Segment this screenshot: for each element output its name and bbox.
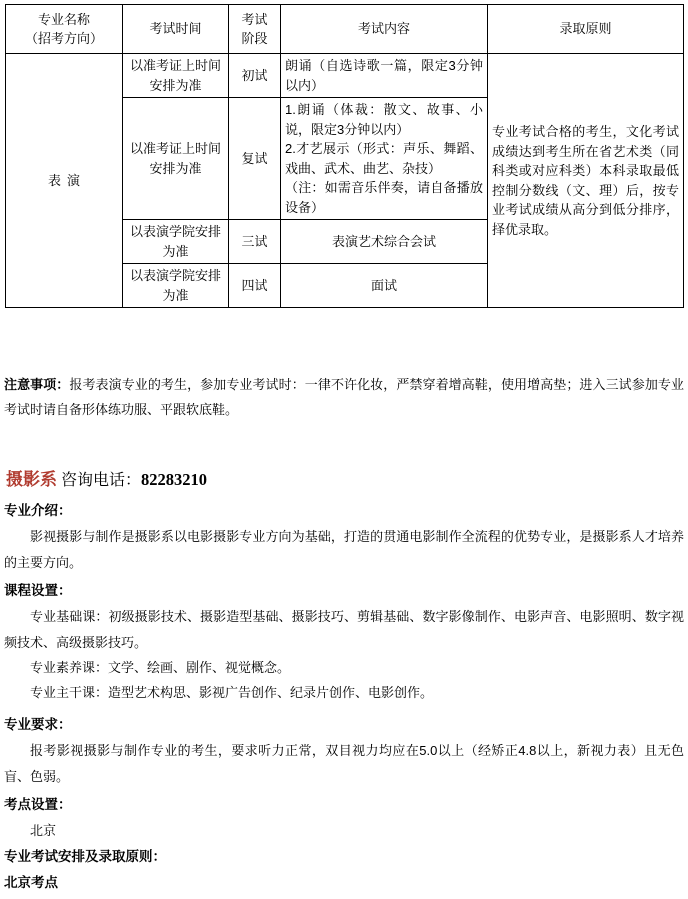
department-name: 摄影系 [6,470,57,489]
exam-schedule-table-container [5,4,683,308]
section-courses-quality: 专业素养课：文学、绘画、剧作、视觉概念。 [30,660,291,675]
notice-text: 报考表演专业的考生，参加专业考试时：一律不许化妆，严禁穿着增高鞋，使用增高垫；进入三试参加专业考试时请自备形体练功服、平跟软底鞋。 [4,377,684,418]
section-intro [4,498,684,575]
column-header-exam-stage-line1: 考试 [241,11,268,27]
column-header-exam-stage [229,5,281,54]
cell-exam-stage: 四试 [229,264,281,308]
cell-admission-policy: 专业考试合格的考生，文化考试成绩达到考生所在省艺术类（同科类或对应科类）本科录取最低控制分数线（文、理）后，按专业考试成绩从高分到低分排序，择优录取。 [488,54,684,308]
cell-exam-content: 表演艺术综合会试 [281,220,488,264]
section-arrangement [4,844,684,897]
exam-content-line: （注：如需音乐伴奏，请自备播放设备） [285,180,483,215]
department-heading [6,470,207,491]
exam-content-line: 2.才艺展示（形式：声乐、舞蹈、戏曲、武术、曲艺、杂技） [285,141,483,176]
table-row [6,54,684,98]
department-tel-number: 82283210 [141,470,208,489]
department-tel-label: 咨询电话： [61,472,142,489]
cell-exam-time: 以表演学院安排为准 [123,264,229,308]
column-header-admission-policy: 录取原则 [488,5,684,54]
column-header-major-line2: （招考方向） [24,31,103,46]
column-header-exam-stage-line2: 阶段 [241,31,268,46]
cell-exam-stage: 三试 [229,220,281,264]
cell-major-name: 表演 [6,54,123,308]
column-header-exam-time: 考试时间 [123,5,229,54]
section-courses-basic: 专业基础课：初级摄影技术、摄影造型基础、摄影技巧、剪辑基础、数字影像制作、电影声音、电影照明、数字视频技术、高级摄影技巧。 [4,609,684,650]
cell-exam-content: 朗诵（自选诗歌一篇，限定3分钟以内） [281,54,488,98]
section-exam-sites-body: 北京 [30,823,57,839]
cell-exam-content: 面试 [281,264,488,308]
cell-exam-stage: 初试 [229,54,281,98]
section-arrangement-title: 专业考试安排及录取原则： [4,849,166,864]
section-courses-core: 专业主干课：造型艺术构思、影视广告创作、纪录片创作、电影创作。 [30,685,434,701]
cell-exam-time: 以表演学院安排为准 [123,220,229,264]
notice-block [4,372,684,423]
section-intro-title: 专业介绍： [4,503,72,518]
section-arrangement-subtitle: 北京考点 [4,875,58,891]
section-requirements-title: 专业要求： [4,717,72,732]
section-exam-sites [4,792,684,844]
section-courses-title: 课程设置： [4,583,72,598]
column-header-major [6,5,123,54]
section-intro-body: 影视摄影与制作是摄影系以电影摄影专业方向为基础，打造的贯通电影制作全流程的优势专业，是摄影系人才培养的主要方向。 [4,529,684,570]
cell-exam-content [281,98,488,220]
column-header-exam-content: 考试内容 [281,5,488,54]
section-exam-sites-title: 考点设置： [4,797,72,812]
column-header-major-line1: 专业名称 [37,11,90,27]
section-requirements-body: 报考影视摄影与制作专业的考生，要求听力正常，双目视力均应在5.0以上（经矫正4.8以上，新视力表）且无色盲、色弱。 [4,743,684,784]
exam-schedule-table [5,4,684,308]
cell-exam-stage: 复试 [229,98,281,220]
section-requirements [4,712,684,789]
section-courses [4,578,684,706]
table-header-row [6,5,684,54]
exam-content-line: 1.朗诵（体裁：散文、故事、小说，限定3分钟以内） [285,102,483,137]
notice-label: 注意事项： [4,377,70,392]
cell-exam-time: 以准考证上时间安排为准 [123,98,229,220]
cell-exam-time: 以准考证上时间安排为准 [123,54,229,98]
